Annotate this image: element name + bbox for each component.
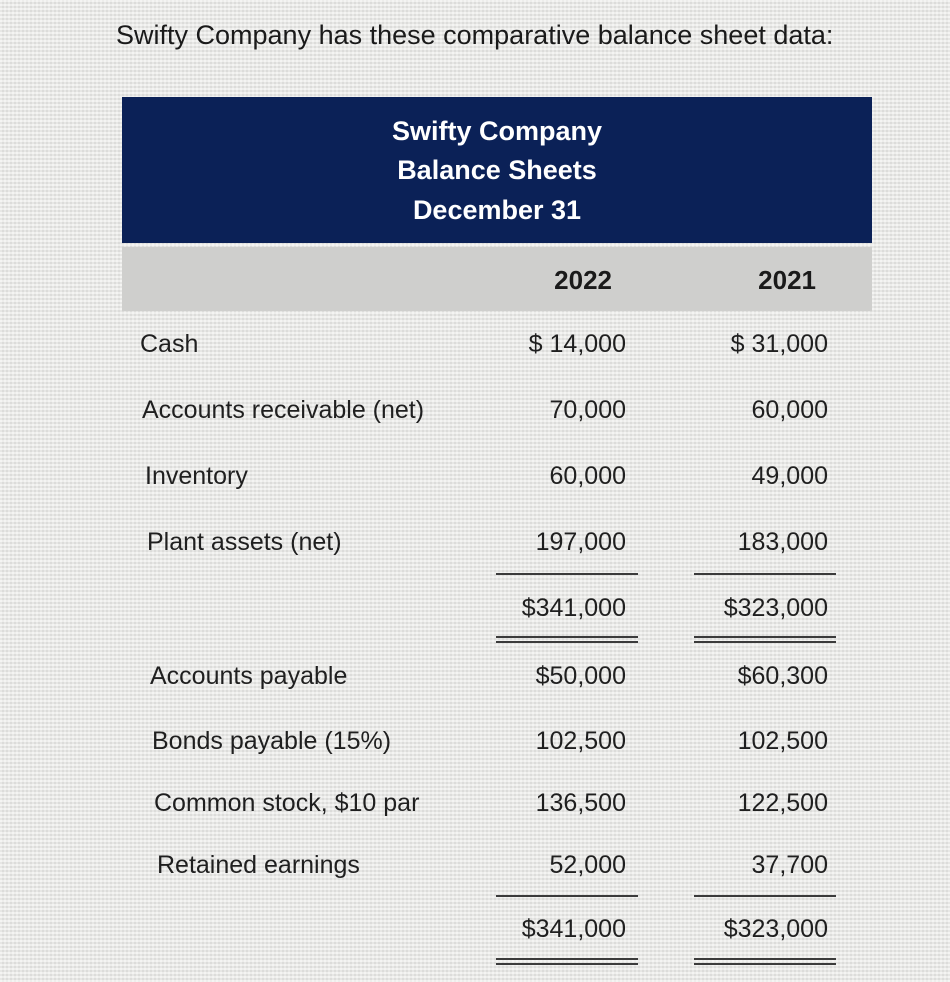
value-2022: 70,000 [549, 396, 626, 424]
total-assets-2021: $323,000 [723, 594, 828, 622]
statement-date: December 31 [412, 195, 582, 225]
value-2021: $60,300 [737, 662, 828, 690]
statement-header [122, 97, 872, 243]
subtotal-rule-2021 [694, 573, 836, 575]
row-label: Plant assets (net) [147, 528, 342, 556]
double-rule-2022 [496, 958, 638, 965]
row-label: Common stock, $10 par [154, 789, 420, 817]
value-2022: 197,000 [535, 528, 626, 556]
total-liabilities-equity-2021: $323,000 [723, 915, 828, 943]
subtotal-rule-2022 [496, 573, 638, 575]
subtotal-rule-2022 [496, 895, 638, 897]
double-rule-2022 [496, 636, 638, 643]
subtotal-rule-2021 [694, 895, 836, 897]
value-2021: 49,000 [751, 462, 828, 490]
value-2022: 102,500 [535, 727, 626, 755]
total-liabilities-equity-row [0, 915, 950, 955]
row-label: Retained earnings [157, 851, 360, 879]
total-liabilities-equity-2022: $341,000 [521, 915, 626, 943]
row-label: Accounts payable [150, 662, 348, 690]
total-assets-2022: $341,000 [521, 594, 626, 622]
value-2021: 122,500 [737, 789, 828, 817]
value-2022: 52,000 [549, 851, 626, 879]
double-rule-2021 [694, 958, 836, 965]
value-2022: 136,500 [535, 789, 626, 817]
value-2021: 102,500 [737, 727, 828, 755]
total-assets-row [0, 594, 950, 634]
double-rule-2021 [694, 636, 836, 643]
table-row [0, 330, 950, 370]
intro-text: Swifty Company has these comparative balance sheet data: [116, 20, 834, 50]
company-name: Swifty Company [391, 116, 603, 146]
table-row [0, 462, 950, 502]
table-row [0, 789, 950, 829]
row-label: Accounts receivable (net) [142, 396, 425, 424]
row-label: Cash [140, 330, 199, 358]
table-row [0, 528, 950, 568]
table-row [0, 727, 950, 767]
value-2021: $ 31,000 [730, 330, 828, 358]
value-2022: 60,000 [549, 462, 626, 490]
year-2022-header: 2022 [554, 265, 612, 295]
row-label: Bonds payable (15%) [152, 727, 392, 755]
row-label: Inventory [145, 462, 248, 490]
value-2021: 183,000 [737, 528, 828, 556]
year-2021-header: 2021 [758, 265, 816, 295]
table-row [0, 662, 950, 702]
table-row [0, 396, 950, 436]
table-row [0, 851, 950, 891]
value-2021: 60,000 [751, 396, 828, 424]
value-2022: $50,000 [535, 662, 626, 690]
statement-title: Balance Sheets [397, 155, 597, 185]
value-2021: 37,700 [751, 851, 828, 879]
value-2022: $ 14,000 [528, 330, 626, 358]
